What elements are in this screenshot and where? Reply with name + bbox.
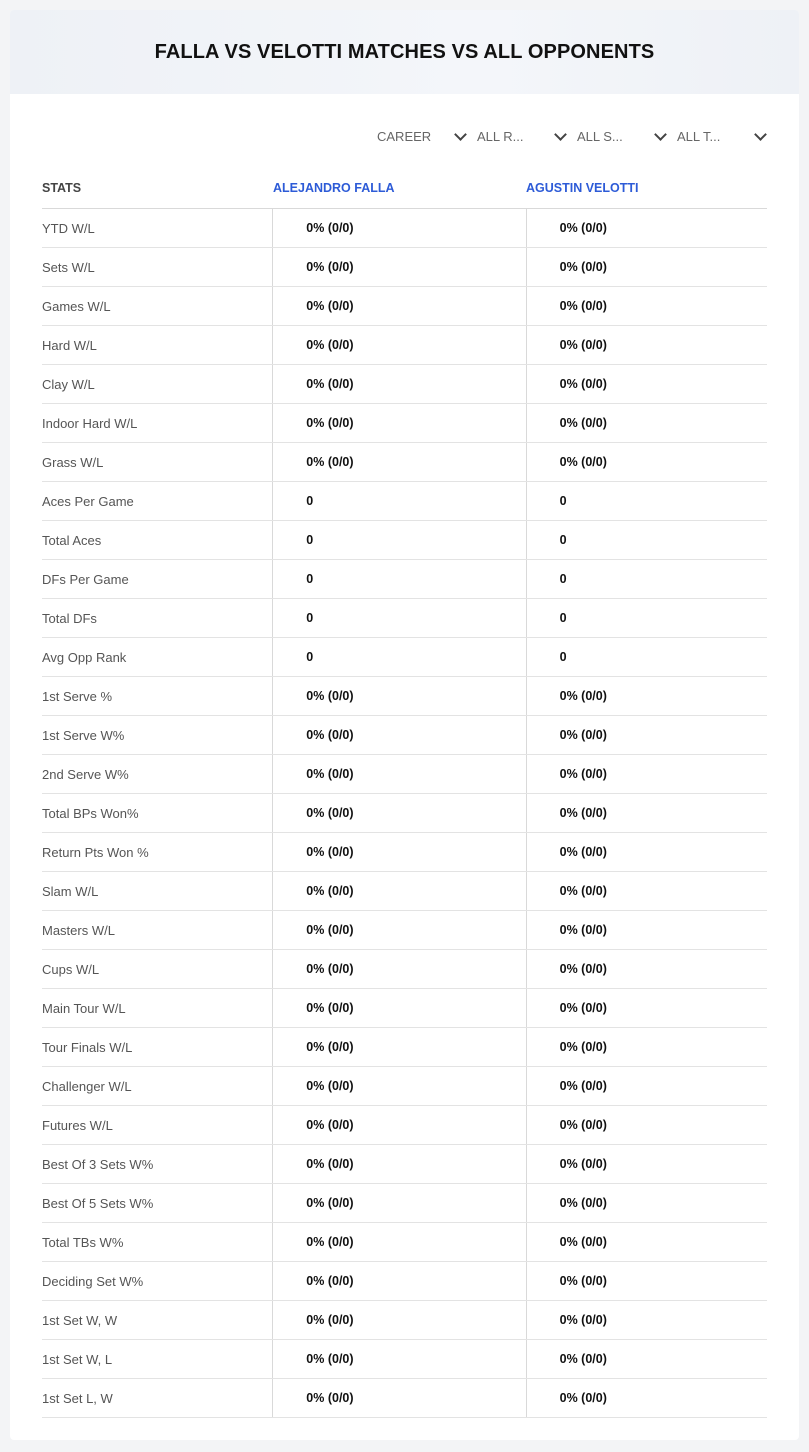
row-label: 1st Set L, W — [42, 1390, 113, 1406]
table-row — [42, 950, 767, 989]
player2-value: 0% (0/0) — [526, 794, 767, 832]
player1-value: 0% (0/0) — [272, 1379, 525, 1417]
player2-value: 0% (0/0) — [526, 1340, 767, 1378]
row-label: Cups W/L — [42, 961, 100, 977]
row-label: Challenger W/L — [42, 1078, 132, 1094]
row-label: Total Aces — [42, 532, 102, 548]
table-row — [42, 755, 767, 794]
player2-value: 0% (0/0) — [526, 716, 767, 754]
player1-value: 0% (0/0) — [272, 443, 525, 481]
table-row — [42, 833, 767, 872]
stats-card — [10, 10, 799, 1440]
filter-round-select[interactable] — [477, 126, 567, 146]
row-label: 1st Serve % — [42, 688, 113, 704]
player2-value: 0% (0/0) — [526, 989, 767, 1027]
player2-value: 0% (0/0) — [526, 911, 767, 949]
row-label: Best Of 3 Sets W% — [42, 1156, 154, 1172]
player2-value: 0% (0/0) — [526, 1301, 767, 1339]
player1-value: 0% (0/0) — [272, 248, 525, 286]
card-header — [10, 10, 799, 94]
row-label: Tour Finals W/L — [42, 1039, 133, 1055]
player1-value: 0% (0/0) — [272, 716, 525, 754]
row-label: Grass W/L — [42, 454, 104, 470]
player1-value: 0% (0/0) — [272, 1028, 525, 1066]
row-label: Games W/L — [42, 298, 111, 314]
player1-value: 0% (0/0) — [272, 1340, 525, 1378]
player1-value: 0% (0/0) — [272, 326, 525, 364]
row-label: YTD W/L — [42, 220, 95, 236]
player1-value: 0% (0/0) — [272, 1067, 525, 1105]
table-row — [42, 248, 767, 287]
player1-value: 0% (0/0) — [272, 1301, 525, 1339]
page-title: FALLA VS VELOTTI MATCHES VS ALL OPPONENTS — [154, 40, 655, 63]
row-label: Deciding Set W% — [42, 1273, 144, 1289]
player1-value: 0% (0/0) — [272, 989, 525, 1027]
table-row — [42, 1028, 767, 1067]
table-row — [42, 716, 767, 755]
row-label: Total TBs W% — [42, 1234, 124, 1250]
header-stats: STATS — [42, 181, 82, 195]
player1-value: 0% (0/0) — [272, 755, 525, 793]
table-row — [42, 872, 767, 911]
player1-value: 0% (0/0) — [272, 1223, 525, 1261]
player2-value: 0% (0/0) — [526, 365, 767, 403]
player1-value: 0% (0/0) — [272, 1145, 525, 1183]
table-row — [42, 443, 767, 482]
player2-value: 0% (0/0) — [526, 833, 767, 871]
row-label: DFs Per Game — [42, 571, 129, 587]
row-label: Masters W/L — [42, 922, 115, 938]
player1-value: 0% (0/0) — [272, 1106, 525, 1144]
chevron-down-icon — [654, 128, 667, 141]
player2-value: 0 — [526, 599, 767, 637]
player1-value: 0 — [272, 482, 525, 520]
row-label: Sets W/L — [42, 259, 95, 275]
table-row — [42, 677, 767, 716]
player2-value: 0% (0/0) — [526, 1379, 767, 1417]
player1-value: 0% (0/0) — [272, 287, 525, 325]
filter-surface-select[interactable] — [577, 126, 667, 146]
filter-tournament-select[interactable] — [677, 126, 767, 146]
row-label: 1st Serve W% — [42, 727, 125, 743]
table-body — [42, 209, 767, 1418]
player2-value: 0% (0/0) — [526, 326, 767, 364]
row-label: Best Of 5 Sets W% — [42, 1195, 154, 1211]
row-label: 2nd Serve W% — [42, 766, 129, 782]
row-label: 1st Set W, W — [42, 1312, 118, 1328]
player2-value: 0% (0/0) — [526, 1145, 767, 1183]
chevron-down-icon — [554, 128, 567, 141]
table-row — [42, 911, 767, 950]
player2-value: 0% (0/0) — [526, 755, 767, 793]
player1-value: 0% (0/0) — [272, 404, 525, 442]
table-row — [42, 1301, 767, 1340]
table-row — [42, 599, 767, 638]
player1-value: 0 — [272, 599, 525, 637]
player1-value: 0% (0/0) — [272, 911, 525, 949]
player2-value: 0% (0/0) — [526, 1184, 767, 1222]
row-label: 1st Set W, L — [42, 1351, 113, 1367]
filter-period-select[interactable] — [377, 126, 467, 146]
player1-value: 0 — [272, 521, 525, 559]
stats-table — [42, 168, 767, 1418]
filter-period-label: CAREER — [377, 128, 432, 144]
table-row — [42, 521, 767, 560]
table-row — [42, 1067, 767, 1106]
table-row — [42, 209, 767, 248]
table-row — [42, 989, 767, 1028]
player1-value: 0% (0/0) — [272, 365, 525, 403]
table-row — [42, 287, 767, 326]
player1-value: 0% (0/0) — [272, 1184, 525, 1222]
player2-value: 0% (0/0) — [526, 443, 767, 481]
header-player2-link[interactable]: AGUSTIN VELOTTI — [526, 181, 639, 195]
table-row — [42, 1340, 767, 1379]
player2-value: 0 — [526, 560, 767, 598]
player2-value: 0 — [526, 521, 767, 559]
player1-value: 0% (0/0) — [272, 833, 525, 871]
filter-tournament-label: ALL T... — [677, 128, 721, 144]
player1-value: 0% (0/0) — [272, 209, 525, 247]
player1-value: 0 — [272, 638, 525, 676]
player1-value: 0% (0/0) — [272, 794, 525, 832]
player1-value: 0% (0/0) — [272, 872, 525, 910]
table-row — [42, 404, 767, 443]
table-row — [42, 326, 767, 365]
row-label: Clay W/L — [42, 376, 95, 392]
player2-value: 0% (0/0) — [526, 677, 767, 715]
player2-value: 0% (0/0) — [526, 950, 767, 988]
player2-value: 0% (0/0) — [526, 287, 767, 325]
table-row — [42, 1379, 767, 1418]
row-label: Indoor Hard W/L — [42, 415, 138, 431]
table-row — [42, 1106, 767, 1145]
row-label: Main Tour W/L — [42, 1000, 126, 1016]
player1-value: 0% (0/0) — [272, 677, 525, 715]
player1-value: 0% (0/0) — [272, 1262, 525, 1300]
table-header — [42, 168, 767, 209]
table-row — [42, 482, 767, 521]
filter-surface-label: ALL S... — [577, 128, 623, 144]
table-row — [42, 1223, 767, 1262]
player2-value: 0% (0/0) — [526, 1028, 767, 1066]
player2-value: 0 — [526, 482, 767, 520]
player2-value: 0% (0/0) — [526, 209, 767, 247]
row-label: Aces Per Game — [42, 493, 134, 509]
row-label: Total DFs — [42, 610, 97, 626]
row-label: Avg Opp Rank — [42, 649, 127, 665]
player2-value: 0% (0/0) — [526, 1223, 767, 1261]
player1-value: 0% (0/0) — [272, 950, 525, 988]
player2-value: 0 — [526, 638, 767, 676]
table-row — [42, 794, 767, 833]
table-row — [42, 560, 767, 599]
table-row — [42, 638, 767, 677]
row-label: Total BPs Won% — [42, 805, 139, 821]
row-label: Slam W/L — [42, 883, 99, 899]
player2-value: 0% (0/0) — [526, 248, 767, 286]
table-row — [42, 1184, 767, 1223]
header-player1-link[interactable]: ALEJANDRO FALLA — [273, 181, 395, 195]
table-row — [42, 1145, 767, 1184]
table-row — [42, 365, 767, 404]
filter-round-label: ALL R... — [477, 128, 524, 144]
row-label: Return Pts Won % — [42, 844, 149, 860]
row-label: Hard W/L — [42, 337, 97, 353]
player1-value: 0 — [272, 560, 525, 598]
table-row — [42, 1262, 767, 1301]
player2-value: 0% (0/0) — [526, 404, 767, 442]
player2-value: 0% (0/0) — [526, 1262, 767, 1300]
player2-value: 0% (0/0) — [526, 1106, 767, 1144]
player2-value: 0% (0/0) — [526, 872, 767, 910]
row-label: Futures W/L — [42, 1117, 113, 1133]
chevron-down-icon — [454, 128, 467, 141]
chevron-down-icon — [754, 128, 767, 141]
filter-bar — [377, 126, 767, 146]
player2-value: 0% (0/0) — [526, 1067, 767, 1105]
